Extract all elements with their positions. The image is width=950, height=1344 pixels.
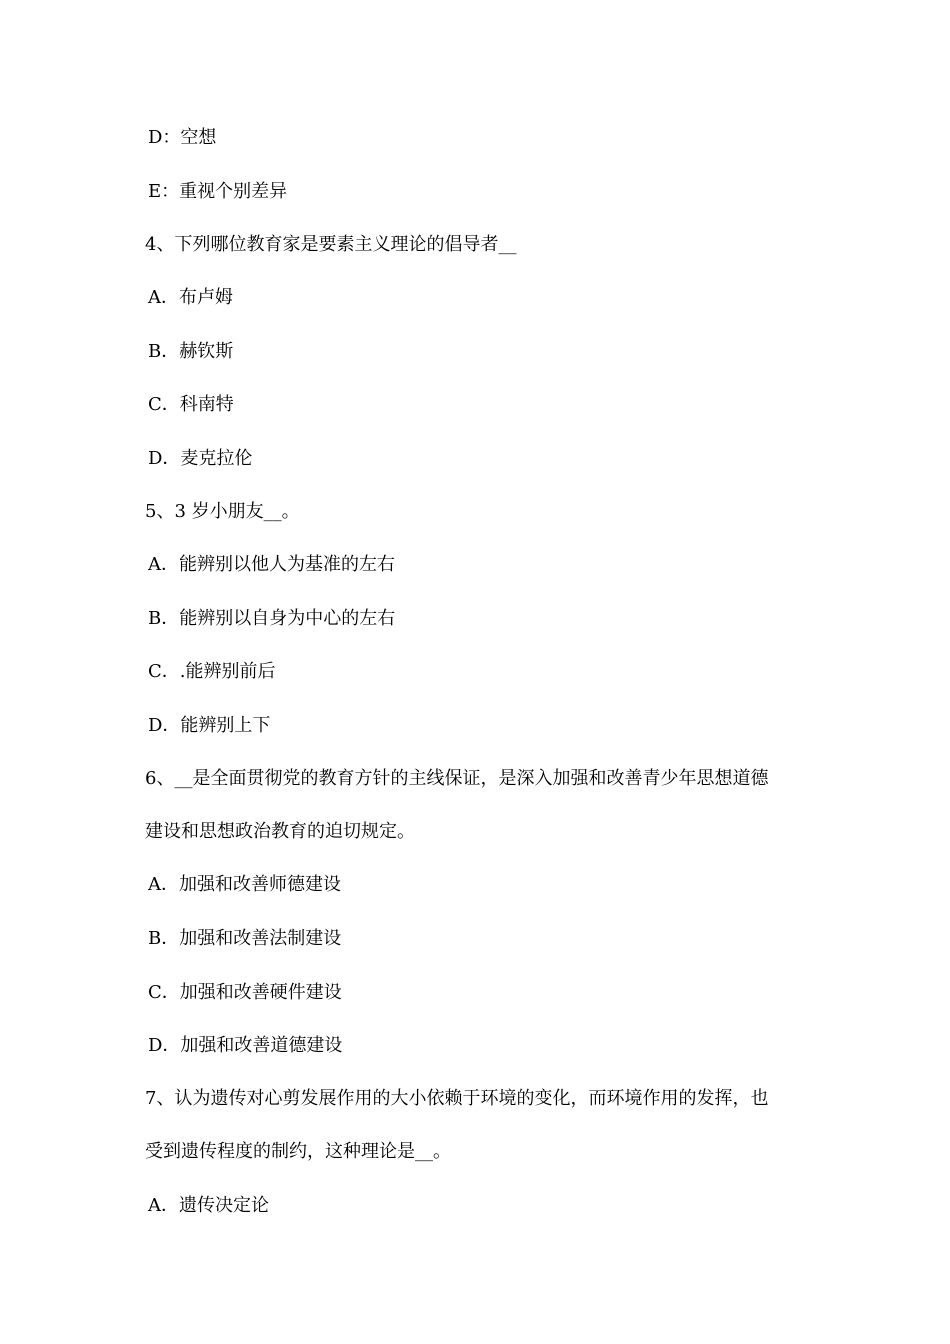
option-3e: E：重视个别差异 [148,181,288,202]
option-5c: C．.能辨别前后 [148,661,276,682]
option-6d: D．加强和改善道德建设 [148,1035,343,1056]
option-4a: A．布卢姆 [148,287,233,308]
option-6c: C．加强和改善硬件建设 [148,982,342,1003]
option-3d: D：空想 [148,127,217,148]
option-5d: D．能辨别上下 [148,715,271,736]
option-5a: A．能辨别以他人为基准的左右 [148,554,395,575]
question-4: 4、下列哪位教育家是要素主义理论的倡导者__ [145,234,517,255]
option-7a: A．遗传决定论 [148,1195,269,1216]
option-6b: B．加强和改善法制建设 [148,928,342,949]
question-6-line-1: 6、__是全面贯彻党的教育方针的主线保证，是深入加强和改善青少年思想道德 [145,768,769,789]
option-4d: D．麦克拉伦 [148,448,253,469]
option-4b: B．赫钦斯 [148,341,234,362]
question-7-line-2: 受到遗传程度的制约，这种理论是__。 [145,1141,451,1162]
question-7-line-1: 7、认为遗传对心剪发展作用的大小依赖于环境的变化，而环境作用的发挥，也 [145,1088,769,1109]
option-4c: C．科南特 [148,394,234,415]
question-6-line-2: 建设和思想政治教育的迫切规定。 [145,821,415,842]
option-5b: B．能辨别以自身为中心的左右 [148,608,396,629]
option-6a: A．加强和改善师德建设 [148,874,341,895]
question-5: 5、3 岁小朋友__。 [145,501,300,522]
